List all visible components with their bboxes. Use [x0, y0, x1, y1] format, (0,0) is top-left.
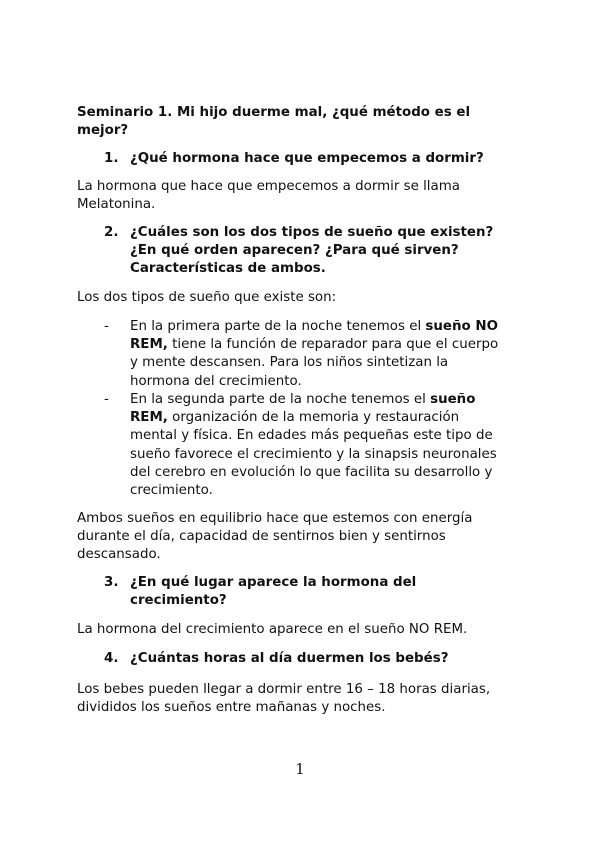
- document-title: Seminario 1. Mi hijo duerme mal, ¿qué método es el mejor?: [77, 105, 471, 139]
- answer-2-intro: Los dos tipos de sueño que existe son:: [77, 290, 337, 305]
- answer-3: La hormona del crecimiento aparece en el sueño NO REM.: [77, 622, 468, 637]
- document-page: Seminario 1. Mi hijo duerme mal, ¿qué método es el mejor? 1. ¿Qué hormona hace que empecemos a dormir? La hormona que hace que empecemos a dormir se llama Melatonina. 2. ¿Cuáles son los dos tipos de sueño que existen? ¿En qué orden aparecen? ¿Para qué sirven? Características de ambos. Los dos tipos de sueño que existe son: - En la primera parte de la noche tenemos el sueño NO REM, tiene la función de reparador para que el cuerpo y mente descansen. Para los niños sintetizan la hormona del crecimiento. - En la segunda parte de la noche tenemos el sueño REM, organización de la memoria y restauración mental y física. En edades más pequeñas este tipo de sueño favorece el crecimiento y la sinapsis neuronales del cerebro en evolución lo que facilita su desarrollo y crecimiento. Ambos sueños en equilibrio hace que estemos con energía durante el día, capacidad de sentirnos bien y sentirnos descansado. 3. ¿En qué lugar aparece la hormona del crecimiento? La hormona del crecimiento aparece en el sueño NO REM. 4. ¿Cuántas horas al día duermen los bebés? Los bebes pueden llegar a dormir entre 16 – 18 horas diarias, divididos los sueños entre mañanas y noches. 1: [0, 0, 600, 848]
- answer-1: La hormona que hace que empecemos a dormir se llama Melatonina.: [77, 179, 460, 213]
- answer-4: Los bebes pueden llegar a dormir entre 16 – 18 horas diarias, divididos los sueños entre mañanas y noches.: [77, 682, 491, 716]
- page-number: 1: [295, 760, 305, 778]
- answer-2-summary: Ambos sueños en equilibrio hace que estemos con energía durante el día, capacidad de sentirnos bien y sentirnos descansado.: [77, 511, 473, 563]
